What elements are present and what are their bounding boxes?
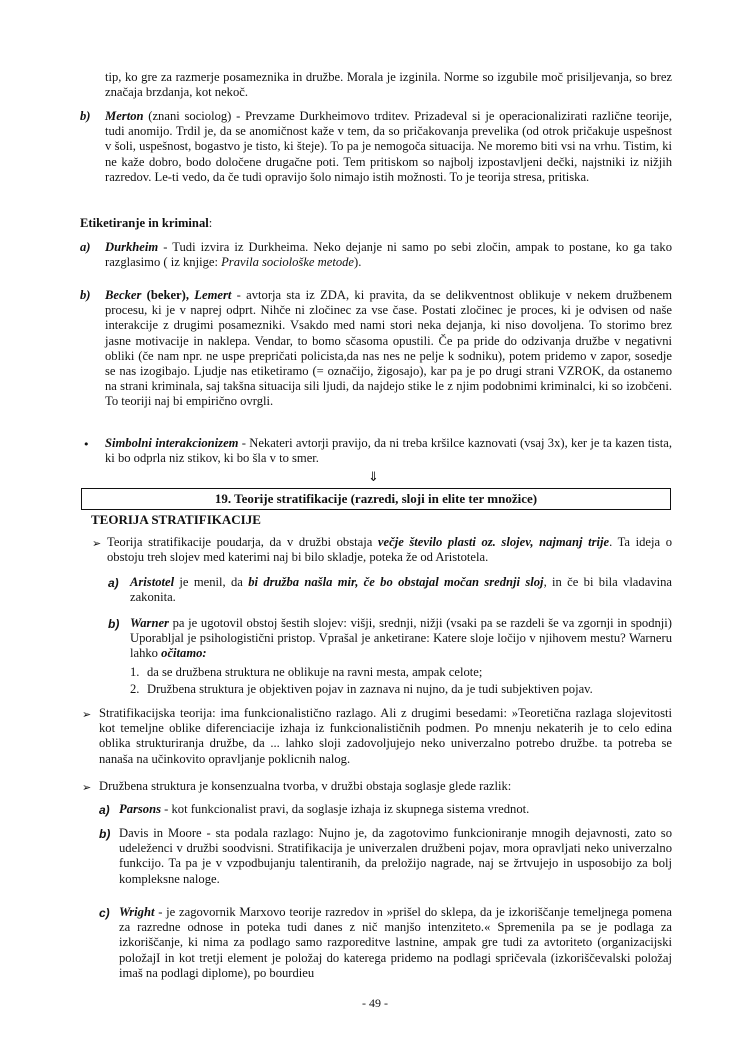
numbered-marker: 1. <box>130 665 140 679</box>
author-name: Wright <box>119 905 155 919</box>
theory-name: Simbolni interakcionizem <box>105 436 239 450</box>
numbered-marker: 2. <box>130 682 140 696</box>
davis-moore-paragraph: Davis in Moore - sta podala razlago: Nujno je, da zagotovimo funkcioniranje mnogih dejavnosti, zato so udeleženci v družbi soodvisni. Stratifikacija je univerzalen družbeni pojav, mora opravljati neko univerzalno funkcijo. Ta pa je v vzpodbujanju talentiranih, da preložijo nagrade, naj se žrtvujejo in usposobijo za bolj kompleksne naloge. <box>119 826 672 886</box>
symbolic-interactionism-paragraph: Simbolni interakcionizem - Nekateri avtorji pravijo, da ni treba kršilce kaznovati (vsaj 3x), ker je ta kazen tista, ki bo odprla niz stikov, ki bo šla v to smer. <box>105 436 672 466</box>
author-name: Becker <box>105 288 142 302</box>
wright-paragraph: Wright - je zagovornik Marxovo teorije razredov in »prišel do sklepa, da je izkoriščanje temeljnega pomena za razredne odnose in poteka tudi danes z nič manjšo intenziteto.« Spremenila pa se je podlaga za izkoriščanje, ki nima za podlago samo razporeditve lastnine, ampak gre tudi za avtoriteto (organizacijski položajI in kot tretji element je položaj do katerega pridemo na podlagi spričevala (izkoriščevalski položaj imaš na podlagi diplome), po bourdieu <box>119 905 672 980</box>
durkheim-paragraph: Durkheim - Tudi izvira iz Durkheima. Neko dejanje ni samo po sebi zločin, ampak to postane, ko ga tako razglasimo ( iz knjige: Pravila sociološke metode). <box>105 240 672 270</box>
author-name: Durkheim <box>105 240 159 254</box>
chapter-title: 19. Teorije stratifikacije (razredi, sloji in elite ter množice) <box>214 491 538 506</box>
double-down-arrow-icon: ⇓ <box>368 470 379 485</box>
list-marker: a) <box>99 803 110 817</box>
arrow-bullet-icon: ➢ <box>82 708 92 721</box>
parsons-paragraph: Parsons - kot funkcionalist pravi, da soglasje izhaja iz skupnega sistema vrednot. <box>119 802 530 816</box>
list-marker: b) <box>80 109 91 123</box>
list-marker: b) <box>108 617 120 631</box>
author-name: Warner <box>130 616 169 630</box>
author-name: Lemert <box>194 288 232 302</box>
page-number: - 49 - <box>362 996 388 1010</box>
list-marker: c) <box>99 906 110 920</box>
subheading: TEORIJA STRATIFIKACIJE <box>91 512 261 527</box>
arrow-bullet-icon: ➢ <box>82 781 92 794</box>
list-marker: a) <box>108 576 119 590</box>
author-name: Merton <box>105 109 144 123</box>
numbered-item: Družbena struktura je objektiven pojav in zaznava ni nujno, da je tudi subjektiven pojav. <box>147 682 593 696</box>
consensus-paragraph: Družbena struktura je konsenzualna tvorba, v družbi obstaja soglasje glede razlik: <box>99 779 512 793</box>
arrow-bullet-icon: ➢ <box>92 537 102 550</box>
stratification-paragraph: Teorija stratifikacije poudarja, da v družbi obstaja večje število plasti oz. slojev, najmanj trije. Ta ideja o obstoju treh slojev med katerimi naj bi bilo skladje, poteka že od Aristotela. <box>107 535 672 565</box>
numbered-item: da se družbena struktura ne oblikuje na ravni mesta, ampak celote; <box>147 665 483 679</box>
merton-paragraph: Merton (znani sociolog) - Prevzame Durkheimovo trditev. Prizadeval si je operacionalizirati različne teorije, tudi anomijo. Trdil je, da se anomičnost kaže v tem, da so pričakovanja prevelika (od otrok pričakuje uspešnost v šoli, uspešnost, bogastvo je tisto, ki šteje). To pa je nemogoča situacija. Ne moremo biti vsi na vrhu. Tistim, ki ne kaže dobro, bodo določene drugačne poti. Tem pritiskom so najbolj izpostavljeni dečki, najstniki iz nižjih razredov. Le-ti vedo, da če tudi opravijo šolo nimajo istih možnosti. To je teorija stresa, pritiska. <box>105 109 672 184</box>
intro-paragraph: tip, ko gre za razmerje posameznika in družbe. Morala je izginila. Norme so izgubile moč prisiljevanja, so brez značaja brzdanja, kot nekoč. <box>105 70 672 100</box>
list-marker: a) <box>80 240 91 254</box>
chapter-title-box <box>81 488 671 510</box>
becker-lemert-paragraph: Becker (beker), Lemert - avtorja sta iz ZDA, ki pravita, da se delikventnost oblikuje v nekem družbenem procesu, ki je v naprej odprt. Nihče ni zločinec za vse čase. Postati zločinec je proces, ki je odvisen od naše interakcije z drugimi posamezniki. Vsakdo med nami stori neka dejanja, ki niso dovoljena. To storimo brez jasne motivacije in naklepa. Vendar, to bomo sčasoma opustili. Če pa pride do odzivanja družbe v negativni obliki (če nam npr. ne uspe prepričati policista,da nas nes ne pelje k sodniku), potem pridemo v zapor, sosedje se nas izogibajo. Ljudje nas etiketiramo (= označijo, žigosajo), kar pa je po drugi strani VZROK, da ostanemo na strani kriminala, saj takšna situacija sili ljudi, da najdejo stike le z njim podobnimi kriminalci, ki so izobčeni. To teoriji naj bi empirično ovrgli. <box>105 288 672 409</box>
functionalist-paragraph: Stratifikacijska teorija: ima funkcionalistično razlago. Ali z drugimi besedami: »Teoretična razlaga slojevitosti kot temeljne oblike diferenciacije izhaja iz funkcionalističnih podmen. Po mnenju nekaterih je to celo edina oblika strukturiranja družbe, da ... lahko sloji zadovoljujejo neko univerzalno potrebo družbe. ta potreba se nanaša na učinkovito opravljanje poklicnih nalog. <box>99 706 672 766</box>
list-marker: b) <box>80 288 91 302</box>
author-name: Aristotel <box>130 575 175 589</box>
warner-paragraph: Warner pa je ugotovil obstoj šestih slojev: višji, srednji, nižji (vsaki pa se razdeli še va zgornji in spodnji) Uporabljal je psihologistični pristop. Vprašal je anketirane: Katere sloje ločijo v njihovem mestu? Warneru lahko očitamo: <box>130 616 672 661</box>
section-heading: Etiketiranje in kriminal: <box>80 216 213 230</box>
list-marker: b) <box>99 827 111 841</box>
bullet-icon: • <box>83 438 90 451</box>
book-title: Pravila sociološke metode <box>221 255 355 270</box>
aristotel-paragraph: Aristotel je menil, da bi družba našla mir, če bo obstajal močan srednji sloj, in če bi bila vladavina zakonita. <box>130 575 672 605</box>
author-name: Parsons <box>119 802 161 816</box>
